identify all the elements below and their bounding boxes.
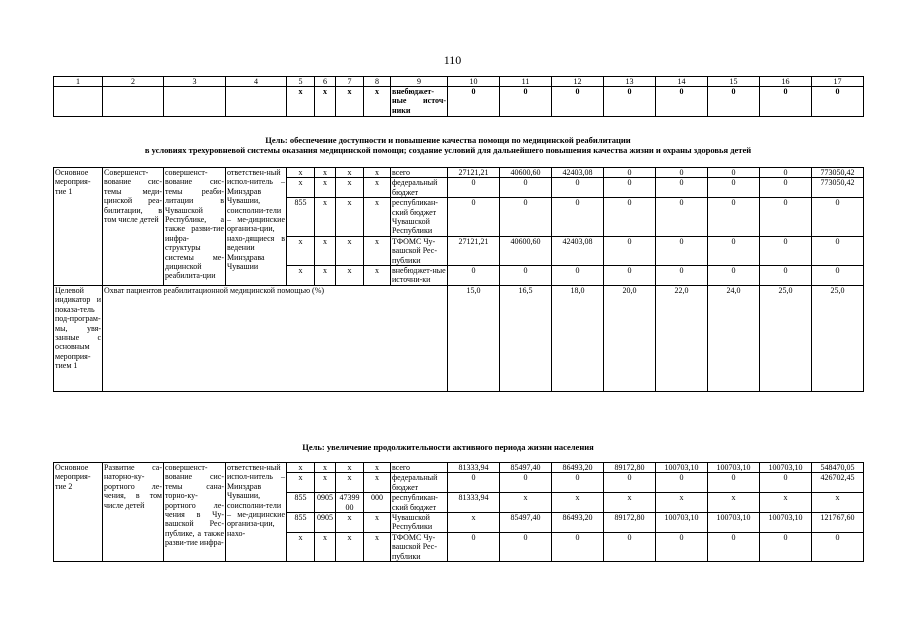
cell: х bbox=[336, 532, 364, 561]
cell: 855 bbox=[287, 198, 315, 237]
col-num: 15 bbox=[708, 77, 760, 87]
col-num: 17 bbox=[812, 77, 864, 87]
value-cell: 0 bbox=[760, 473, 812, 493]
cell: х bbox=[315, 532, 336, 561]
cell: х bbox=[364, 198, 391, 237]
cell: х bbox=[287, 87, 315, 117]
value-cell: 42403,08 bbox=[552, 168, 604, 178]
value-cell: 0 bbox=[552, 473, 604, 493]
value-cell: 0 bbox=[500, 178, 552, 198]
source-cell: республикан-ский бюджет bbox=[391, 493, 448, 513]
cell: х bbox=[315, 266, 336, 286]
value-cell: 0 bbox=[656, 236, 708, 265]
cell: х bbox=[364, 473, 391, 493]
value-cell: 100703,10 bbox=[656, 463, 708, 473]
cell: 0905 bbox=[315, 493, 336, 513]
value-cell: 0 bbox=[812, 87, 864, 117]
value-cell: 0 bbox=[500, 87, 552, 117]
value-cell: 0 bbox=[760, 236, 812, 265]
value-cell: 0 bbox=[604, 266, 656, 286]
value-cell: 0 bbox=[708, 178, 760, 198]
value-cell: 85497,40 bbox=[500, 513, 552, 533]
goal-heading-2 bbox=[53, 442, 843, 452]
value-cell: 773050,42 bbox=[812, 178, 864, 198]
value-cell: 0 bbox=[552, 87, 604, 117]
value-cell: 0 bbox=[812, 532, 864, 561]
source-cell: федеральный бюджет bbox=[391, 178, 448, 198]
goal-heading-1 bbox=[53, 135, 843, 155]
value-cell: х bbox=[448, 513, 500, 533]
value-cell: 0 bbox=[500, 198, 552, 237]
value-cell: 0 bbox=[760, 266, 812, 286]
value-cell: 22,0 bbox=[656, 285, 708, 391]
table-row bbox=[54, 168, 864, 178]
event1-table bbox=[53, 167, 864, 392]
value-cell: 0 bbox=[760, 87, 812, 117]
table-row bbox=[54, 463, 864, 473]
cell: х bbox=[364, 463, 391, 473]
header-table bbox=[53, 76, 864, 117]
col-num: 14 bbox=[656, 77, 708, 87]
value-cell: 0 bbox=[604, 236, 656, 265]
value-cell: 40600,60 bbox=[500, 168, 552, 178]
value-cell: 0 bbox=[708, 198, 760, 237]
event-goal: совершенст-вование сис-темы реаби-литации в Чувашской Республике, а также разви-тие инфра-структуры системы ме-дицинской реабилита-ции bbox=[164, 168, 226, 286]
value-cell: 548470,05 bbox=[812, 463, 864, 473]
source-cell: Чувашской Республики bbox=[391, 513, 448, 533]
cell: х bbox=[336, 463, 364, 473]
cell: х bbox=[315, 473, 336, 493]
value-cell: 0 bbox=[656, 168, 708, 178]
value-cell: 0 bbox=[552, 266, 604, 286]
event-executor: ответствен-ный испол-нитель – Минздрав Чувашии, соисполни-тели – ме-дицинские организа-ции, нахо- bbox=[226, 463, 287, 562]
value-cell: х bbox=[760, 493, 812, 513]
value-cell: 0 bbox=[604, 198, 656, 237]
cell: 47399 00 bbox=[336, 493, 364, 513]
cell: х bbox=[287, 532, 315, 561]
value-cell: 100703,10 bbox=[708, 463, 760, 473]
value-cell: х bbox=[604, 493, 656, 513]
value-cell: 0 bbox=[448, 473, 500, 493]
cell: х bbox=[336, 87, 364, 117]
value-cell: 0 bbox=[708, 236, 760, 265]
value-cell: 0 bbox=[656, 266, 708, 286]
cell: х bbox=[336, 266, 364, 286]
cell: х bbox=[287, 236, 315, 265]
cell: х bbox=[336, 513, 364, 533]
indicator-row bbox=[54, 285, 864, 391]
value-cell: х bbox=[500, 493, 552, 513]
value-cell: 0 bbox=[604, 473, 656, 493]
col-num: 9 bbox=[391, 77, 448, 87]
cell: 855 bbox=[287, 493, 315, 513]
page-number: 110 bbox=[443, 53, 462, 67]
value-cell: 0 bbox=[448, 198, 500, 237]
event-executor: ответствен-ный испол-нитель – Минздрав Чувашии, соисполни-тели – ме-дицинские организа-ции, нахо-дящиеся в ведении Минздрава Чувашии bbox=[226, 168, 287, 286]
cell: х bbox=[336, 178, 364, 198]
value-cell: 42403,08 bbox=[552, 236, 604, 265]
value-cell: 16,5 bbox=[500, 285, 552, 391]
value-cell: 0 bbox=[448, 178, 500, 198]
value-cell: 25,0 bbox=[812, 285, 864, 391]
value-cell: 0 bbox=[760, 168, 812, 178]
cell: х bbox=[287, 473, 315, 493]
cell: х bbox=[315, 236, 336, 265]
value-cell: 40600,60 bbox=[500, 236, 552, 265]
col-num: 13 bbox=[604, 77, 656, 87]
value-cell: 100703,10 bbox=[708, 513, 760, 533]
value-cell: 0 bbox=[760, 178, 812, 198]
value-cell: 773050,42 bbox=[812, 168, 864, 178]
cell: х bbox=[287, 178, 315, 198]
cell: х bbox=[364, 513, 391, 533]
value-cell: 0 bbox=[656, 178, 708, 198]
cell: 000 bbox=[364, 493, 391, 513]
value-cell: 89172,80 bbox=[604, 463, 656, 473]
value-cell: 0 bbox=[552, 532, 604, 561]
value-cell: 0 bbox=[656, 87, 708, 117]
cell: х bbox=[336, 473, 364, 493]
value-cell: 0 bbox=[708, 168, 760, 178]
value-cell: 0 bbox=[656, 198, 708, 237]
value-cell: 0 bbox=[656, 473, 708, 493]
value-cell: 0 bbox=[812, 198, 864, 237]
value-cell: 20,0 bbox=[604, 285, 656, 391]
event-description: Совершенст-вование сис-темы меди-цинской реа-билитации, в том числе детей bbox=[103, 168, 164, 286]
cell: х bbox=[364, 266, 391, 286]
col-num: 16 bbox=[760, 77, 812, 87]
cell: 0905 bbox=[315, 513, 336, 533]
value-cell: 27121,21 bbox=[448, 168, 500, 178]
event2-table bbox=[53, 462, 864, 562]
value-cell: 121767,60 bbox=[812, 513, 864, 533]
value-cell: 0 bbox=[604, 532, 656, 561]
value-cell: 81333,94 bbox=[448, 493, 500, 513]
value-cell: 85497,40 bbox=[500, 463, 552, 473]
event-description: Развитие са-наторно-ку-рортного ле-чения, в том числе детей bbox=[103, 463, 164, 562]
value-cell: 0 bbox=[760, 198, 812, 237]
source-cell: ТФОМС Чу-вашской Рес-публики bbox=[391, 236, 448, 265]
value-cell: 89172,80 bbox=[604, 513, 656, 533]
goal-line: в условиях трехуровневой системы оказания медицинской помощи; создание условий для дальнейшего повышения качества жизни и охраны здоровья детей bbox=[144, 145, 752, 155]
event-goal: совершенст-вование сис-темы сана-торно-ку-рортного ле-чения в Чу-вашской Рес-публике, а также разви-тие инфра- bbox=[164, 463, 226, 562]
value-cell: 0 bbox=[812, 236, 864, 265]
value-cell: 0 bbox=[604, 87, 656, 117]
source-cell: федеральный бюджет bbox=[391, 473, 448, 493]
value-cell: 0 bbox=[500, 473, 552, 493]
col-num: 8 bbox=[364, 77, 391, 87]
source-cell: всего bbox=[391, 463, 448, 473]
cell: х bbox=[336, 168, 364, 178]
col-num: 3 bbox=[164, 77, 226, 87]
value-cell: 100703,10 bbox=[760, 463, 812, 473]
value-cell: 0 bbox=[708, 473, 760, 493]
value-cell: 0 bbox=[656, 532, 708, 561]
value-cell: 0 bbox=[552, 198, 604, 237]
col-num: 7 bbox=[336, 77, 364, 87]
value-cell: 0 bbox=[552, 178, 604, 198]
source-cell: ТФОМС Чу-вашской Рес-публики bbox=[391, 532, 448, 561]
cell: х bbox=[364, 236, 391, 265]
value-cell: 86493,20 bbox=[552, 463, 604, 473]
source-cell: республикан-ский бюджет Чувашской Республики bbox=[391, 198, 448, 237]
value-cell: х bbox=[812, 493, 864, 513]
cell: х bbox=[315, 87, 336, 117]
goal-line: Цель: увеличение продолжительности активного периода жизни населения bbox=[302, 442, 594, 452]
value-cell: 100703,10 bbox=[760, 513, 812, 533]
cell: х bbox=[364, 532, 391, 561]
cell: х bbox=[315, 198, 336, 237]
col-num: 5 bbox=[287, 77, 315, 87]
col-num: 2 bbox=[103, 77, 164, 87]
value-cell: 27121,21 bbox=[448, 236, 500, 265]
cell: х bbox=[287, 463, 315, 473]
cell: х bbox=[336, 198, 364, 237]
goal-line: Цель: обеспечение доступности и повышение качества помощи по медицинской реабилитации bbox=[265, 135, 631, 145]
value-cell: 24,0 bbox=[708, 285, 760, 391]
value-cell: 0 bbox=[760, 532, 812, 561]
col-num: 4 bbox=[226, 77, 287, 87]
source-cell: внебюджет-ные источ-ники bbox=[392, 87, 446, 115]
value-cell: 0 bbox=[708, 87, 760, 117]
col-num: 11 bbox=[500, 77, 552, 87]
value-cell: х bbox=[552, 493, 604, 513]
cell: х bbox=[315, 463, 336, 473]
value-cell: 0 bbox=[448, 87, 500, 117]
cell: х bbox=[336, 236, 364, 265]
value-cell: 100703,10 bbox=[656, 513, 708, 533]
value-cell: 0 bbox=[448, 532, 500, 561]
source-cell: внебюджет-ные источни-ки bbox=[392, 266, 446, 285]
column-number-row bbox=[54, 77, 864, 87]
col-num: 6 bbox=[315, 77, 336, 87]
value-cell: 81333,94 bbox=[448, 463, 500, 473]
cell: 855 bbox=[287, 513, 315, 533]
value-cell: 0 bbox=[448, 266, 500, 286]
cell: х bbox=[315, 178, 336, 198]
value-cell: 0 bbox=[604, 168, 656, 178]
cell: х bbox=[364, 178, 391, 198]
value-cell: х bbox=[708, 493, 760, 513]
col-num: 1 bbox=[54, 77, 103, 87]
value-cell: 0 bbox=[708, 532, 760, 561]
cell: х bbox=[364, 168, 391, 178]
col-num: 10 bbox=[448, 77, 500, 87]
value-cell: 0 bbox=[500, 532, 552, 561]
cell: х bbox=[287, 266, 315, 286]
cell: х bbox=[287, 168, 315, 178]
cell: х bbox=[315, 168, 336, 178]
value-cell: 0 bbox=[604, 178, 656, 198]
value-cell: 0 bbox=[812, 266, 864, 286]
table-row bbox=[54, 87, 864, 117]
indicator-label: Целевой индикатор и показа-тель под-програм-мы, увя-занные с основным мероприя-тием 1 bbox=[54, 285, 103, 391]
col-num: 12 bbox=[552, 77, 604, 87]
source-cell: всего bbox=[391, 168, 448, 178]
indicator-text: Охват пациентов реабилитационной медицинской помощью (%) bbox=[103, 285, 448, 391]
value-cell: 25,0 bbox=[760, 285, 812, 391]
value-cell: 0 bbox=[708, 266, 760, 286]
value-cell: х bbox=[656, 493, 708, 513]
value-cell: 15,0 bbox=[448, 285, 500, 391]
cell: х bbox=[364, 87, 391, 117]
value-cell: 18,0 bbox=[552, 285, 604, 391]
value-cell: 86493,20 bbox=[552, 513, 604, 533]
value-cell: 426702,45 bbox=[812, 473, 864, 493]
event-name: Основное мероприя-тие 1 bbox=[54, 168, 103, 286]
value-cell: 0 bbox=[500, 266, 552, 286]
event-name: Основное мероприя-тие 2 bbox=[54, 463, 103, 562]
